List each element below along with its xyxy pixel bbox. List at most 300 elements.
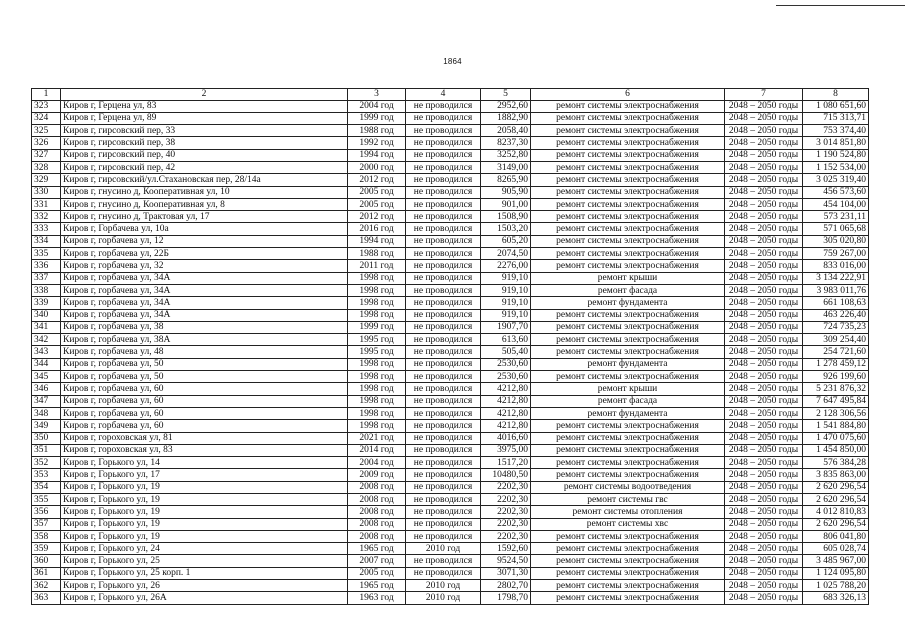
repair-type-cell: ремонт системы электроснабжения [531,543,725,555]
table-row [32,112,869,124]
repair-type-cell: ремонт системы электроснабжения [531,137,725,149]
area-cell: 3252,80 [481,149,531,161]
repair-period-cell: 2048 – 2050 годы [725,186,803,198]
repair-type-cell: ремонт системы электроснабжения [531,211,725,223]
construction-year-cell: 2008 год [348,481,406,493]
row-number-cell: 342 [32,334,61,346]
cost-cell: 806 041,80 [803,530,869,542]
repair-type-cell: ремонт системы электроснабжения [531,334,725,346]
last-repair-year-cell: не проводился [406,161,481,173]
last-repair-year-cell: не проводился [406,457,481,469]
area-cell: 919,10 [481,297,531,309]
cost-cell: 3 134 222,91 [803,272,869,284]
area-cell: 8265,90 [481,174,531,186]
cost-cell: 4 012 810,83 [803,506,869,518]
area-cell: 1517,20 [481,457,531,469]
row-number-cell: 348 [32,407,61,419]
repair-period-cell: 2048 – 2050 годы [725,407,803,419]
address-cell: Киров г, Горького ул, 26А [61,592,348,604]
cost-cell: 5 231 876,32 [803,383,869,395]
area-cell: 3071,30 [481,567,531,579]
construction-year-cell: 1998 год [348,297,406,309]
repair-type-cell: ремонт фасада [531,395,725,407]
area-cell: 605,20 [481,235,531,247]
repair-period-cell: 2048 – 2050 годы [725,592,803,604]
top-rule [776,5,905,6]
area-cell: 3975,00 [481,444,531,456]
area-cell: 1592,60 [481,543,531,555]
cost-cell: 454 104,00 [803,198,869,210]
address-cell: Киров г, горбачева ул, 34А [61,272,348,284]
construction-year-cell: 2008 год [348,494,406,506]
last-repair-year-cell: не проводился [406,100,481,112]
last-repair-year-cell: не проводился [406,137,481,149]
cost-cell: 2 128 306,56 [803,407,869,419]
repair-period-cell: 2048 – 2050 годы [725,371,803,383]
table-row [32,395,869,407]
repair-period-cell: 2048 – 2050 годы [725,321,803,333]
repair-schedule-table [31,88,869,605]
construction-year-cell: 1998 год [348,284,406,296]
row-number-cell: 354 [32,481,61,493]
construction-year-cell: 2011 год [348,260,406,272]
address-cell: Киров г, Горького ул, 19 [61,506,348,518]
row-number-cell: 323 [32,100,61,112]
cost-cell: 753 374,40 [803,125,869,137]
construction-year-cell: 1998 год [348,407,406,419]
row-number-cell: 343 [32,346,61,358]
last-repair-year-cell: 2010 год [406,580,481,592]
address-cell: Киров г, гнусино д, Трактовая ул, 17 [61,211,348,223]
cost-cell: 1 190 524,80 [803,149,869,161]
table-row [32,481,869,493]
repair-type-cell: ремонт системы электроснабжения [531,321,725,333]
table-row [32,346,869,358]
table-row [32,272,869,284]
cost-cell: 1 080 651,60 [803,100,869,112]
row-number-cell: 330 [32,186,61,198]
row-number-cell: 325 [32,125,61,137]
construction-year-cell: 1999 год [348,321,406,333]
cost-cell: 309 254,40 [803,334,869,346]
cost-cell: 1 124 095,80 [803,567,869,579]
repair-period-cell: 2048 – 2050 годы [725,383,803,395]
address-cell: Киров г, горбачева ул, 34А [61,309,348,321]
address-cell: Киров г, горбачева ул, 50 [61,358,348,370]
table-row [32,457,869,469]
last-repair-year-cell: не проводился [406,371,481,383]
last-repair-year-cell: не проводился [406,112,481,124]
last-repair-year-cell: не проводился [406,334,481,346]
area-cell: 1907,70 [481,321,531,333]
table-row [32,149,869,161]
table-row [32,506,869,518]
address-cell: Киров г, горбачева ул, 48 [61,346,348,358]
row-number-cell: 352 [32,457,61,469]
row-number-cell: 339 [32,297,61,309]
row-number-cell: 350 [32,432,61,444]
table-row [32,297,869,309]
repair-type-cell: ремонт системы электроснабжения [531,112,725,124]
header-cell: 6 [531,89,725,101]
repair-period-cell: 2048 – 2050 годы [725,223,803,235]
repair-period-cell: 2048 – 2050 годы [725,112,803,124]
last-repair-year-cell: не проводился [406,309,481,321]
row-number-cell: 349 [32,420,61,432]
repair-period-cell: 2048 – 2050 годы [725,444,803,456]
construction-year-cell: 2000 год [348,161,406,173]
repair-type-cell: ремонт системы электроснабжения [531,346,725,358]
area-cell: 4212,80 [481,395,531,407]
last-repair-year-cell: не проводился [406,481,481,493]
table-row [32,371,869,383]
last-repair-year-cell: не проводился [406,248,481,260]
construction-year-cell: 1963 год [348,592,406,604]
area-cell: 4212,80 [481,383,531,395]
row-number-cell: 363 [32,592,61,604]
table-row [32,420,869,432]
construction-year-cell: 2007 год [348,555,406,567]
repair-type-cell: ремонт системы электроснабжения [531,125,725,137]
address-cell: Киров г, горбачева ул, 50 [61,371,348,383]
row-number-cell: 346 [32,383,61,395]
table-row [32,494,869,506]
area-cell: 2202,30 [481,530,531,542]
table-row [32,284,869,296]
address-cell: Киров г, гнусино д, Кооперативная ул, 10 [61,186,348,198]
repair-type-cell: ремонт системы электроснабжения [531,260,725,272]
repair-type-cell: ремонт системы электроснабжения [531,100,725,112]
repair-period-cell: 2048 – 2050 годы [725,395,803,407]
address-cell: Киров г, горбачева ул, 38А [61,334,348,346]
area-cell: 2202,30 [481,506,531,518]
address-cell: Киров г, гнусино д, Кооперативная ул, 8 [61,198,348,210]
table-row [32,321,869,333]
row-number-cell: 326 [32,137,61,149]
address-cell: Киров г, Горького ул, 19 [61,481,348,493]
address-cell: Киров г, Горького ул, 19 [61,530,348,542]
area-cell: 2952,60 [481,100,531,112]
last-repair-year-cell: не проводился [406,432,481,444]
address-cell: Киров г, горбачева ул, 60 [61,383,348,395]
address-cell: Киров г, гороховская ул, 81 [61,432,348,444]
construction-year-cell: 1995 год [348,346,406,358]
repair-period-cell: 2048 – 2050 годы [725,297,803,309]
area-cell: 505,40 [481,346,531,358]
last-repair-year-cell: не проводился [406,125,481,137]
repair-period-cell: 2048 – 2050 годы [725,334,803,346]
table-row [32,198,869,210]
repair-period-cell: 2048 – 2050 годы [725,494,803,506]
last-repair-year-cell: 2010 год [406,543,481,555]
last-repair-year-cell: не проводился [406,284,481,296]
cost-cell: 305 020,80 [803,235,869,247]
last-repair-year-cell: не проводился [406,260,481,272]
construction-year-cell: 2012 год [348,211,406,223]
construction-year-cell: 1998 год [348,272,406,284]
construction-year-cell: 2004 год [348,100,406,112]
repair-type-cell: ремонт фундамента [531,358,725,370]
last-repair-year-cell: не проводился [406,395,481,407]
last-repair-year-cell: не проводился [406,383,481,395]
repair-period-cell: 2048 – 2050 годы [725,161,803,173]
repair-type-cell: ремонт системы электроснабжения [531,457,725,469]
area-cell: 2202,30 [481,518,531,530]
repair-type-cell: ремонт системы электроснабжения [531,309,725,321]
last-repair-year-cell: не проводился [406,211,481,223]
cost-cell: 571 065,68 [803,223,869,235]
last-repair-year-cell: 2010 год [406,592,481,604]
area-cell: 2202,30 [481,481,531,493]
area-cell: 613,60 [481,334,531,346]
repair-type-cell: ремонт крыши [531,272,725,284]
header-cell: 3 [348,89,406,101]
table-row [32,432,869,444]
row-number-cell: 340 [32,309,61,321]
repair-type-cell: ремонт фундамента [531,407,725,419]
table-row [32,358,869,370]
repair-period-cell: 2048 – 2050 годы [725,481,803,493]
area-cell: 2074,50 [481,248,531,260]
repair-period-cell: 2048 – 2050 годы [725,432,803,444]
construction-year-cell: 1965 год [348,543,406,555]
last-repair-year-cell: не проводился [406,174,481,186]
last-repair-year-cell: не проводился [406,518,481,530]
header-cell: 4 [406,89,481,101]
address-cell: Киров г, Горького ул, 25 [61,555,348,567]
cost-cell: 2 620 296,54 [803,518,869,530]
construction-year-cell: 1994 год [348,235,406,247]
row-number-cell: 358 [32,530,61,542]
repair-period-cell: 2048 – 2050 годы [725,260,803,272]
cost-cell: 715 313,71 [803,112,869,124]
cost-cell: 7 647 495,84 [803,395,869,407]
row-number-cell: 337 [32,272,61,284]
construction-year-cell: 2012 год [348,174,406,186]
header-cell: 8 [803,89,869,101]
area-cell: 10480,50 [481,469,531,481]
address-cell: Киров г, горбачева ул, 12 [61,235,348,247]
repair-type-cell: ремонт системы электроснабжения [531,248,725,260]
area-cell: 919,10 [481,309,531,321]
table-row [32,334,869,346]
repair-period-cell: 2048 – 2050 годы [725,284,803,296]
area-cell: 4016,60 [481,432,531,444]
cost-cell: 683 326,13 [803,592,869,604]
cost-cell: 3 835 863,00 [803,469,869,481]
row-number-cell: 335 [32,248,61,260]
last-repair-year-cell: не проводился [406,186,481,198]
construction-year-cell: 1999 год [348,112,406,124]
row-number-cell: 351 [32,444,61,456]
repair-type-cell: ремонт системы электроснабжения [531,580,725,592]
table-row [32,407,869,419]
table-row [32,137,869,149]
row-number-cell: 345 [32,371,61,383]
area-cell: 1798,70 [481,592,531,604]
address-cell: Киров г, горбачева ул, 60 [61,420,348,432]
repair-type-cell: ремонт системы электроснабжения [531,432,725,444]
row-number-cell: 355 [32,494,61,506]
table-row [32,543,869,555]
address-cell: Киров г, Горького ул, 19 [61,518,348,530]
header-cell: 5 [481,89,531,101]
row-number-cell: 333 [32,223,61,235]
row-number-cell: 324 [32,112,61,124]
address-cell: Киров г, горбачева ул, 32 [61,260,348,272]
construction-year-cell: 1994 год [348,149,406,161]
repair-type-cell: ремонт системы электроснабжения [531,235,725,247]
cost-cell: 759 267,00 [803,248,869,260]
repair-period-cell: 2048 – 2050 годы [725,149,803,161]
cost-cell: 1 152 534,00 [803,161,869,173]
row-number-cell: 331 [32,198,61,210]
table-row [32,592,869,604]
address-cell: Киров г, гирсовский пер, 38 [61,137,348,149]
repair-period-cell: 2048 – 2050 годы [725,555,803,567]
table-body [32,100,869,604]
header-cell: 7 [725,89,803,101]
repair-period-cell: 2048 – 2050 годы [725,211,803,223]
construction-year-cell: 1992 год [348,137,406,149]
repair-type-cell: ремонт системы электроснабжения [531,198,725,210]
repair-type-cell: ремонт системы электроснабжения [531,161,725,173]
row-number-cell: 356 [32,506,61,518]
table-row [32,309,869,321]
construction-year-cell: 1995 год [348,334,406,346]
repair-period-cell: 2048 – 2050 годы [725,248,803,260]
repair-period-cell: 2048 – 2050 годы [725,309,803,321]
area-cell: 1882,90 [481,112,531,124]
construction-year-cell: 1988 год [348,125,406,137]
address-cell: Киров г, горбачева ул, 60 [61,395,348,407]
header-row [32,89,869,101]
area-cell: 2530,60 [481,358,531,370]
row-number-cell: 359 [32,543,61,555]
repair-period-cell: 2048 – 2050 годы [725,358,803,370]
table-row [32,383,869,395]
repair-period-cell: 2048 – 2050 годы [725,198,803,210]
repair-period-cell: 2048 – 2050 годы [725,174,803,186]
construction-year-cell: 2004 год [348,457,406,469]
repair-type-cell: ремонт фундамента [531,297,725,309]
last-repair-year-cell: не проводился [406,198,481,210]
row-number-cell: 347 [32,395,61,407]
repair-type-cell: ремонт системы электроснабжения [531,371,725,383]
repair-type-cell: ремонт системы электроснабжения [531,530,725,542]
area-cell: 2058,40 [481,125,531,137]
construction-year-cell: 1998 год [348,358,406,370]
row-number-cell: 327 [32,149,61,161]
cost-cell: 1 454 850,00 [803,444,869,456]
header-cell: 1 [32,89,61,101]
table-row [32,260,869,272]
repair-period-cell: 2048 – 2050 годы [725,580,803,592]
area-cell: 919,10 [481,284,531,296]
repair-period-cell: 2048 – 2050 годы [725,518,803,530]
last-repair-year-cell: не проводился [406,444,481,456]
area-cell: 4212,80 [481,407,531,419]
repair-type-cell: ремонт системы электроснабжения [531,223,725,235]
row-number-cell: 357 [32,518,61,530]
table-row [32,248,869,260]
table-row [32,186,869,198]
table-row [32,518,869,530]
construction-year-cell: 1998 год [348,309,406,321]
address-cell: Киров г, гирсовский пер, 40 [61,149,348,161]
area-cell: 1508,90 [481,211,531,223]
repair-type-cell: ремонт системы гвс [531,494,725,506]
last-repair-year-cell: не проводился [406,149,481,161]
construction-year-cell: 2008 год [348,518,406,530]
repair-period-cell: 2048 – 2050 годы [725,346,803,358]
row-number-cell: 338 [32,284,61,296]
construction-year-cell: 2005 год [348,198,406,210]
cost-cell: 1 541 884,80 [803,420,869,432]
repair-type-cell: ремонт системы электроснабжения [531,186,725,198]
page-number: 1864 [443,57,462,66]
last-repair-year-cell: не проводился [406,297,481,309]
area-cell: 1503,20 [481,223,531,235]
area-cell: 2276,00 [481,260,531,272]
repair-period-cell: 2048 – 2050 годы [725,125,803,137]
repair-period-cell: 2048 – 2050 годы [725,543,803,555]
cost-cell: 926 199,60 [803,371,869,383]
repair-type-cell: ремонт системы хвс [531,518,725,530]
repair-type-cell: ремонт системы электроснабжения [531,555,725,567]
construction-year-cell: 1998 год [348,420,406,432]
cost-cell: 463 226,40 [803,309,869,321]
area-cell: 8237,30 [481,137,531,149]
cost-cell: 833 016,00 [803,260,869,272]
repair-period-cell: 2048 – 2050 годы [725,567,803,579]
repair-period-cell: 2048 – 2050 годы [725,506,803,518]
repair-period-cell: 2048 – 2050 годы [725,272,803,284]
table-row [32,530,869,542]
last-repair-year-cell: не проводился [406,555,481,567]
row-number-cell: 332 [32,211,61,223]
row-number-cell: 362 [32,580,61,592]
last-repair-year-cell: не проводился [406,321,481,333]
table-row [32,125,869,137]
repair-type-cell: ремонт крыши [531,383,725,395]
cost-cell: 576 384,28 [803,457,869,469]
repair-type-cell: ремонт системы электроснабжения [531,420,725,432]
area-cell: 9524,50 [481,555,531,567]
row-number-cell: 334 [32,235,61,247]
cost-cell: 3 983 011,76 [803,284,869,296]
construction-year-cell: 2009 год [348,469,406,481]
last-repair-year-cell: не проводился [406,358,481,370]
row-number-cell: 344 [32,358,61,370]
table-row [32,580,869,592]
construction-year-cell: 1965 год [348,580,406,592]
last-repair-year-cell: не проводился [406,469,481,481]
row-number-cell: 353 [32,469,61,481]
cost-cell: 605 028,74 [803,543,869,555]
repair-type-cell: ремонт системы электроснабжения [531,567,725,579]
repair-period-cell: 2048 – 2050 годы [725,469,803,481]
header-cell: 2 [61,89,348,101]
construction-year-cell: 2021 год [348,432,406,444]
table-row [32,555,869,567]
construction-year-cell: 2005 год [348,186,406,198]
address-cell: Киров г, Горбачева ул, 10а [61,223,348,235]
table-row [32,174,869,186]
repair-period-cell: 2048 – 2050 годы [725,137,803,149]
table-row [32,235,869,247]
repair-period-cell: 2048 – 2050 годы [725,420,803,432]
